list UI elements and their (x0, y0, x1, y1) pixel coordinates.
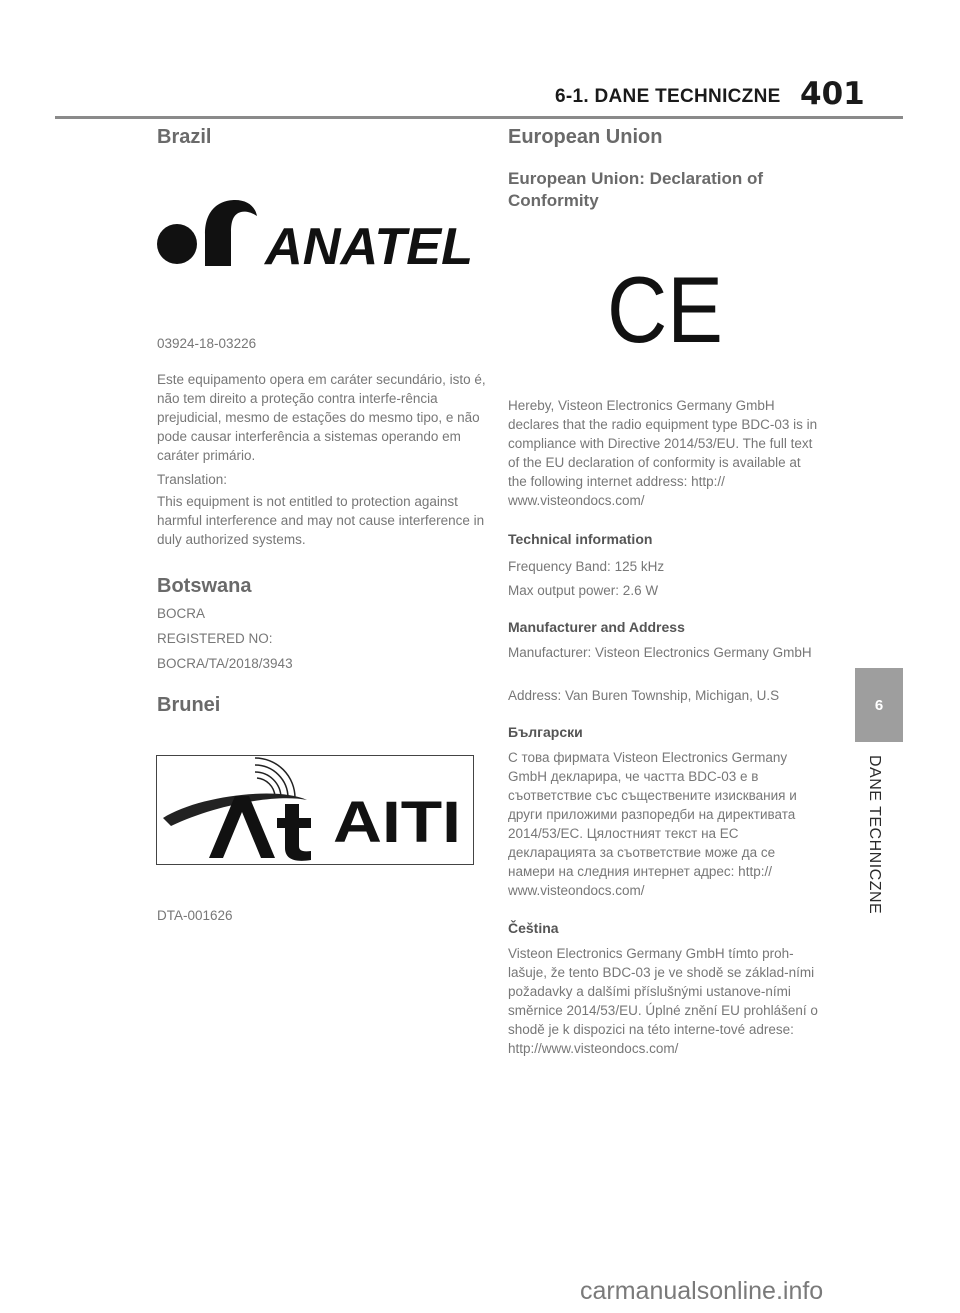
eu-declaration-text: Hereby, Visteon Electronics Germany GmbH declares that the radio equipment type BDC-03 is in compliance with Directive 2014/53/EU. The full text of the EU declaration of conformity is available at the following internet address: http:// www.visteondocs.com/ (508, 398, 818, 508)
translation-text: This equipment is not entitled to protection against harmful interference and may not cause interference in duly authorized systems. (157, 494, 485, 547)
manufacturer-name: Manufacturer: Visteon Electronics Germany GmbH (508, 645, 812, 660)
anatel-logo-text: ANATEL (262, 218, 473, 270)
frequency-band: Frequency Band: 125 kHz (508, 559, 665, 574)
manufacturer-address: Address: Van Buren Township, Michigan, U.S (508, 688, 780, 703)
czech-heading: Čeština (508, 920, 559, 936)
aiti-logo-text: AITI (333, 790, 461, 855)
aiti-logo (156, 755, 474, 865)
botswana-registered-label: REGISTERED NO: (157, 631, 273, 646)
bulgarian-heading: Български (508, 724, 583, 740)
chapter-number: 6 (874, 696, 884, 714)
page-number: 401 (800, 76, 865, 112)
botswana-heading: Botswana (157, 575, 252, 597)
bulgarian-text: С това фирмата Visteon Electronics Germany GmbH декларира, че частта BDC-03 е в съответствие със съществените изисквания и други приложими разпоредби на директивата 2014/53/EC. Цялостният текст на ЕС декларацията за съответствие може да се намери на следния интернет адрес: http:// www.visteondocs.com/ (508, 750, 797, 898)
czech-text: Visteon Electronics Germany GmbH tímto proh-lašuje, že tento BDC-03 je ve shodě se základ-ními požadavky a dalšími příslušnými ustanove-ními směrnice 2014/53/EU. Úplné znění EU prohlášení o shodě je k dispozici na této interne-tové adrese: http://www.visteondocs.com/ (508, 946, 818, 1056)
aiti-code: DTA-001626 (157, 908, 233, 923)
ce-mark-text: CE (607, 262, 723, 350)
watermark: carmanualsonline.info (580, 1277, 824, 1305)
eu-heading: European Union (508, 126, 663, 148)
anatel-text: Este equipamento opera em caráter secundário, isto é, não tem direito a proteção contra interfe-rência prejudicial, mesmo de estações do mesmo tipo, e não pode causar interferência a sistemas operando em caráter primário. (157, 372, 486, 463)
chapter-tab[interactable] (855, 668, 903, 742)
technical-info-heading: Technical information (508, 531, 653, 547)
section-title: 6-1. DANE TECHNICZNE (555, 86, 781, 107)
max-output-power: Max output power: 2.6 W (508, 583, 659, 598)
chapter-label: DANE TECHNICZNE (866, 755, 883, 915)
brazil-heading: Brazil (157, 126, 212, 148)
brunei-heading: Brunei (157, 694, 221, 716)
eu-declaration-heading: European Union: Declaration of Conformity (508, 169, 764, 210)
botswana-registration-number: BOCRA/TA/2018/3943 (157, 656, 293, 671)
anatel-logo (155, 196, 475, 270)
header-divider (55, 116, 903, 119)
botswana-authority: BOCRA (157, 606, 206, 621)
ce-mark (605, 262, 725, 350)
manufacturer-heading: Manufacturer and Address (508, 619, 685, 635)
anatel-code: 03924-18-03226 (157, 336, 257, 351)
translation-label: Translation: (157, 472, 228, 487)
